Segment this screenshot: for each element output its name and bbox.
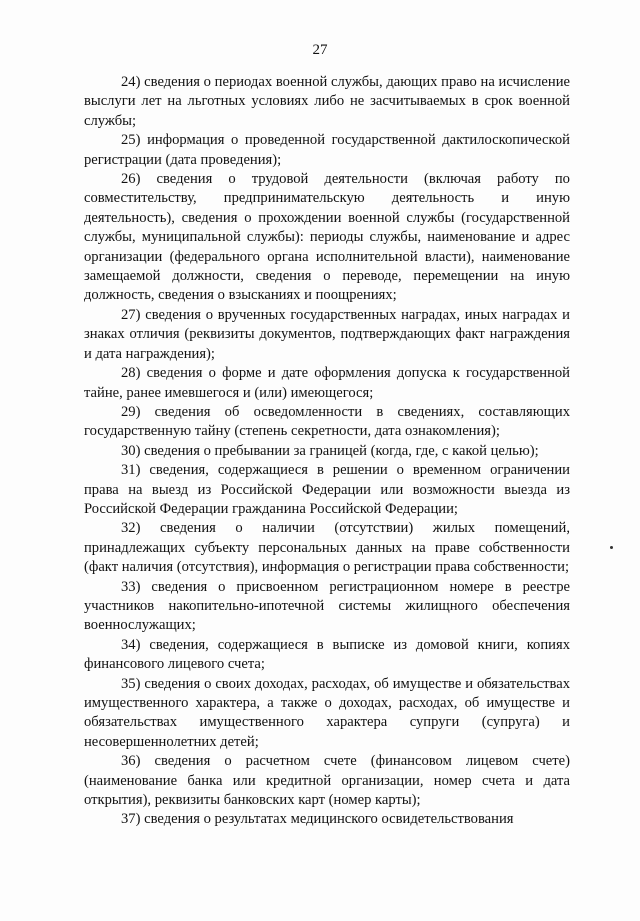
item-number: 24) [121,74,141,90]
item-number: 30) [121,442,141,459]
item-text: сведения о своих доходах, расходах, об имуществе и обязательствах имущественного характера, а также о доходах, расходах, об имуществе и обязательствах имущественного характера супруги (супруга) и несовершеннолетних детей; [84,675,570,750]
list-item-34 [84,636,570,675]
item-text: сведения о пребывании за границей (когда, где, с какой целью); [144,442,539,459]
list-item-26 [84,170,570,306]
item-text: сведения о врученных государственных наградах, иных наградах и знаках отличия (реквизиты документов, подтверждающих факт награждения и дата награждения); [84,306,570,362]
item-number: 33) [121,578,141,595]
item-number: 25) [121,132,141,149]
item-text: сведения, содержащиеся в решении о временном ограничении права на выезд из Российской Федерации или возможности выезда из Российской Федерации гражданина Российской Федерации; [84,462,570,517]
item-number: 28) [121,365,141,382]
item-text: информация о проведенной государственной дактилоскопической регистрации (дата проведения); [84,132,570,168]
item-text: сведения о периодах военной службы, дающих право на исчисление выслуги лет на льготных условиях либо не засчитываемых в срок военной службы; [84,74,570,129]
list-item-31 [84,461,570,519]
list-item-37 [84,810,570,829]
page-number: 27 [312,42,328,58]
list-item-32 [84,519,570,577]
list-item-33 [84,578,570,636]
scan-speck [610,546,613,549]
list-item-30 [84,442,570,461]
item-number: 36) [121,753,141,770]
item-number: 26) [121,171,141,188]
item-text: сведения о трудовой деятельности (включая работу по совместительству, предпринимательскую деятельность и иную деятельность), сведения о прохождении военной службы (государственной службы, муниципальной службы): периоды службы, наименование и адрес организации (федерального органа исполнительной власти), наименование замещаемой должности, сведения о переводе, перемещении на иную должность, сведения о взысканиях и поощрениях; [84,171,570,304]
list-item-35 [84,675,570,753]
item-text: сведения о наличии (отсутствии) жилых помещений, принадлежащих субъекту персональных данных на праве собственности (факт наличия (отсутствия), информация о регистрации права собственности; [84,520,570,576]
list-item-27 [84,306,570,364]
item-number: 31) [121,462,141,479]
item-number: 29) [121,403,141,420]
list-item-24 [84,73,570,131]
list-item-36 [84,752,570,810]
item-number: 35) [121,675,141,692]
item-text: сведения о результатах медицинского освидетельствования [144,811,514,828]
item-text: сведения, содержащиеся в выписке из домовой книги, копиях финансового лицевого счета; [84,636,570,673]
list-item-29 [84,403,570,442]
item-text: сведения о присвоенном регистрационном номере в реестре участников накопительно-ипотечной системы жилищного обеспечения военнослужащих; [84,578,570,634]
item-number: 34) [121,636,141,653]
item-text: сведения о расчетном счете (финансовом лицевом счете) (наименование банка или кредитной организации, номер счета и дата открытия), реквизиты банковских карт (номер карты); [84,753,570,809]
list-item-25 [84,131,570,170]
item-number: 27) [121,306,141,323]
item-text: сведения об осведомленности в сведениях, составляющих государственную тайну (степень секретности, дата ознакомления); [84,403,570,440]
list-item-28 [84,364,570,403]
item-number: 37) [121,811,141,828]
item-text: сведения о форме и дате оформления допуска к государственной тайне, ранее имевшегося и (или) имеющегося; [84,365,570,401]
item-number: 32) [121,520,141,537]
document-body [84,73,570,830]
